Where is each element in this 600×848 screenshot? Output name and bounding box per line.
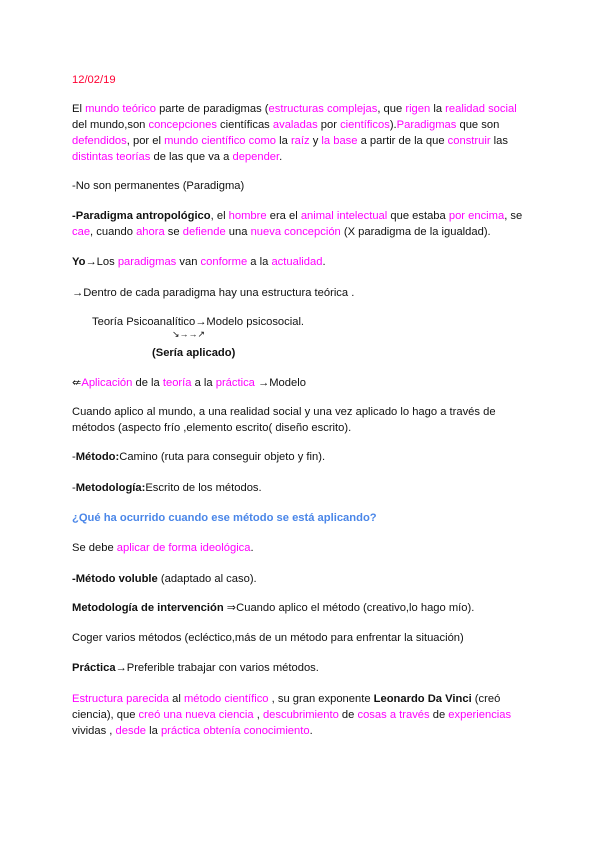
paragraph-practica: Práctica→Preferible trabajar con varios métodos. [72, 662, 319, 674]
paragraph-cuando-aplico: Cuando aplico al mundo, a una realidad social y una vez aplicado lo hago a través de métodos (aspecto frío ,elemento escrito( diseño escrito). [72, 406, 496, 434]
label-seria-aplicado: (Sería aplicado) [152, 347, 236, 359]
arrows-annotation: ↘→→↗ [172, 329, 206, 339]
date: 12/02/19 [72, 74, 116, 86]
paragraph-no-permanentes: -No son permanentes (Paradigma) [72, 180, 245, 192]
paragraph-metodo-voluble: -Método voluble (adaptado al caso). [72, 573, 257, 585]
paragraph-metodologia-intervencion: Metodología de intervención ⇒Cuando aplico el método (creativo,lo hago mío). [72, 602, 475, 614]
paragraph-estructura-parecida: Estructura parecida al método científico , su gran exponente Leonardo Da Vinci (creó ciencia), que creó una nueva ciencia , descubrimiento de cosas a través de experiencias vividas , desde la práctica obtenía conocimiento. [72, 693, 512, 737]
paragraph-aplicacion: ⇍Aplicación de la teoría a la práctica →Modelo [72, 377, 306, 389]
paragraph-se-debe: Se debe aplicar de forma ideológica. [72, 542, 254, 554]
paragraph-mundo-teorico: El mundo teórico parte de paradigmas (estructuras complejas, que rigen la realidad social del mundo,son concepciones científicas avaladas por científicos).Paradigmas que son defendidos, por el mundo científico como la raíz y la base a partir de la que construir las distintas teorías de las que va a depender. [72, 103, 517, 163]
paragraph-estructura-teorica: →Dentro de cada paradigma hay una estructura teórica . [72, 287, 355, 299]
paragraph-paradigma-antropologico: -Paradigma antropológico, el hombre era el animal intelectual que estaba por encima, se cae, cuando ahora se defiende una nueva concepción (X paradigma de la igualdad). [72, 210, 523, 238]
paragraph-coger-varios: Coger varios métodos (ecléctico,más de un método para enfrentar la situación) [72, 632, 464, 644]
paragraph-metodo: -Método:Camino (ruta para conseguir objeto y fin). [72, 451, 326, 463]
paragraph-yo: Yo→Los paradigmas van conforme a la actualidad. [72, 256, 326, 268]
paragraph-teoria-psicoanalitico: Teoría Psicoanalítico→Modelo psicosocial. [92, 316, 305, 328]
question-heading: ¿Qué ha ocurrido cuando ese método se está aplicando? [72, 512, 377, 524]
paragraph-metodologia: -Metodología:Escrito de los métodos. [72, 482, 262, 494]
